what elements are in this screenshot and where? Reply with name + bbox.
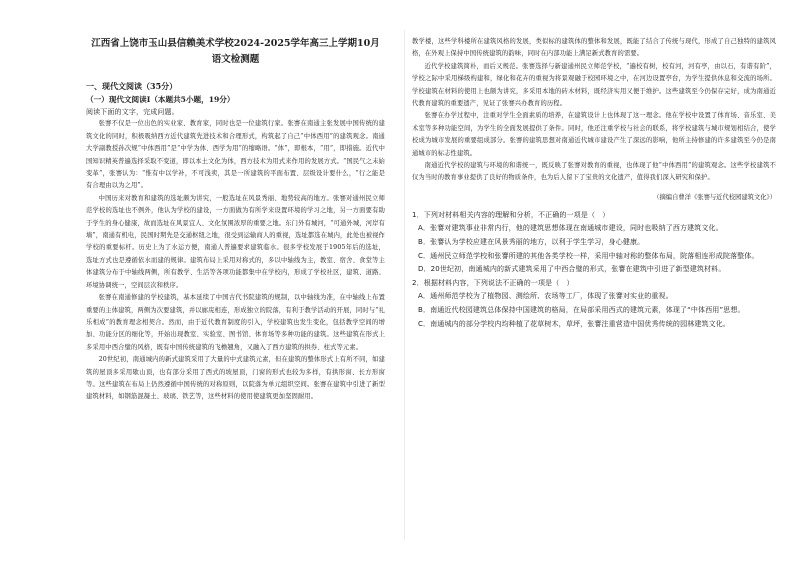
column-divider [404, 30, 405, 540]
question-2 [412, 277, 776, 331]
answer-option-c[interactable]: C．通州民立师范学校和张謇所建的其他各类学校一样，采用中轴对称的整体布局，院落相连形成院落整体。 [418, 251, 759, 260]
passage-paragraph: 张謇在南通修建的学校建筑，基本延续了中国古代书院建筑的规制，以中轴线为准，在中轴线上布置重要的主体建筑，两侧为次要建筑，并以廊庑相连，形成独立的院落，有利于教学活动的开展，同时与“礼乐相成”的教育理念相契合。然而，由于近代教育制度的引入，学校建筑也发生变化，包括教学空间的增加、功能分区的细化等，开始出现教室、实验室、图书馆、体育场等多种功能的建筑。这些建筑在形式上多采用中西合璧的风格，既有中国传统建筑的飞檐翘角，又融入了西方建筑的拱券、柱式等元素。 [86, 294, 385, 351]
question-stem: 2．根据材料内容，下列说法不正确的一项是（ ） [412, 278, 574, 287]
reading-instruction: 阅读下面的文字，完成问题。 [86, 108, 179, 116]
answer-option-a[interactable]: A．张謇对建筑事业非常内行，他的建筑思想体现在南通城市建设，同时也吸纳了西方建筑文化。 [418, 224, 723, 233]
passage-paragraph: 近代学校建筑简朴，而后又规范。张謇选择与新建通州民立师范学校，“遍校有树，校有河，河有亭，由以石，有谐有阶”，学校之际中采用梯级构建和，绿化和花卉的重视为将景观融于校园环境之中，在河边设置亭台，为学生提供休息和交流的场所。学校建筑在材料的使用上也颇为讲究，多采用本地的砖木材料，既经济实用又便于维护。这些建筑至今仍保存完好，成为南通近代教育建筑的重要遗产，见证了张謇兴办教育的历程。 [412, 62, 776, 108]
answer-option-b[interactable]: B．张謇认为学校应建在风景秀丽的地方，以利于学生学习，身心健康。 [418, 238, 645, 247]
answer-option-a[interactable]: A．通州师范学校为了植物园、测绘所、农场等工厂，体现了张謇对实业的重视。 [418, 292, 673, 301]
subsection-heading: （一）现代文阅读Ⅰ（本题共5小题，19分） [86, 95, 235, 104]
passage-paragraph: 南通近代学校的建筑与环境的和谐统一，既反映了张謇对教育的重视，也体现了他“中体西用”的建筑观念。这些学校建筑不仅为当时的教育事业提供了良好的物质条件，也为后人留下了宝贵的文化遗产，值得我们深入研究和保护。 [412, 162, 776, 182]
passage-paragraph: 教学楼，这些学科楼所在建筑风格的发展，类似标的建筑体的整体和发展，既能了结合了传统与现代，形成了自己独特的建筑风格，在外观上保持中国传统建筑的韵味，同时在内部功能上满足新式教育的需要。 [412, 38, 776, 58]
section-heading: 一、现代文阅读（35分） [86, 81, 178, 91]
passage-paragraph: 中国历来对教育和建筑的选址颇为讲究，一般选址在风景秀丽、地势较高的地方。张謇对通州民立师范学校的选址也不例外，他认为学校的建设，一方面做为有所学来设置环境的学习之地，另一方面要有助于学生的身心健康，故而选址在风景宜人、文化氛围浓厚的重要之地。东门外有城河，“可通外城，河岸有墙”，南通有机电，民国时期先是交通枢纽之地，很受到运输商人的重视，选址都选在城内，此处也被视作学校的重要标杆。历史上为了水运方便，南通人普遍要求建筑临水。很多学校发展于1905年后的选址，选址方式也是遵循依水而建的规律。建筑布局上采用对称式的，多以中轴线为主，教室、宿舍、食堂等主体建筑分布于中轴线两侧，所有教学、生活等各项功能都集中在学校内，形成了学校社区，建筑、道路、环境协调统一，空间层次和秩序。 [86, 194, 385, 289]
document-subtitle: 语文检测题 [211, 54, 260, 65]
question-stem: 1．下列对材料相关内容的理解和分析，不正确的一项是（ ） [412, 210, 610, 219]
right-column [412, 0, 794, 562]
answer-option-c[interactable]: C．南通城内的部分学校内均种植了花草树木，草坪，张謇注重营造中国优秀传统的园林建筑文化。 [418, 319, 731, 328]
passage-paragraph: 张謇在办学过程中，注重对学生全面素质的培养，在建筑设计上也体现了这一理念。他在学校中设置了体育场、音乐室、美术室等多种功能空间，为学生的全面发展提供了条件。同时，他还注重学校与社会的联系，将学校建筑与城市规划相结合，使学校成为城市发展的重要组成部分。张謇的建筑思想对南通近代城市建设产生了深远的影响，他所主持修建的许多建筑至今仍是南通城市的标志性建筑。 [412, 112, 776, 157]
passage-paragraph: 20世纪初，南通城内的新式建筑采用了大量的中式建筑元素，但在建筑的整体形式上有所不同，如建筑的屋顶多采用歇山顶，也有部分采用了西式的坡屋顶，门窗的形式也较为多样，有拱形窗、长方形窗等。这些建筑在布局上仍然遵循中国传统的对称原则，以院落为单元组织空间。张謇在建筑中引进了新型建筑材料，如钢筋混凝土、玻璃、铁艺等，这些材料的使用使建筑更加坚固耐用。 [86, 356, 385, 401]
answer-option-b[interactable]: B．南通近代校园建筑总体保持中国建筑的格局，在局部采用西式的建筑元素，体现了“中体西用”思想。 [418, 306, 745, 315]
passage-paragraph: 张謇不仅是一位出色的实业家、教育家，同时也是一位建筑行家。张謇在南通主张发展中国传统的建筑文化的同时，积极吸纳西方近代建筑先进技术和合理形式，构筑起了自己“中体西用”的建筑观念。南通大学副教授孙次规“中体西用”是“中学为体、西学为用”的缩略语。“体”，即根本，“用”，即措施。近代中国知识精英普遍选择采取不变道，即以本土文化为体，西方技术为用式来作用的发展方式。“国民气之未始变革”，张謇认为：“惟有中以学补，不可浅卖，其是一所建筑的平面布置、层级设计要什么，“行之能是有合理由以为之用”。 [86, 120, 385, 190]
document-title: 江西省上饶市玉山县信赖美术学校2024-2025学年高三上学期10月 [91, 38, 380, 49]
passage-source: （摘编自曹洋《张謇与近代校园建筑文化》） [653, 193, 776, 201]
question-1 [412, 209, 776, 277]
answer-option-d[interactable]: D．20世纪初，南通城内的新式建筑采用了中西合璧的形式，张謇在建筑中引进了新型建筑材料。 [418, 265, 726, 274]
